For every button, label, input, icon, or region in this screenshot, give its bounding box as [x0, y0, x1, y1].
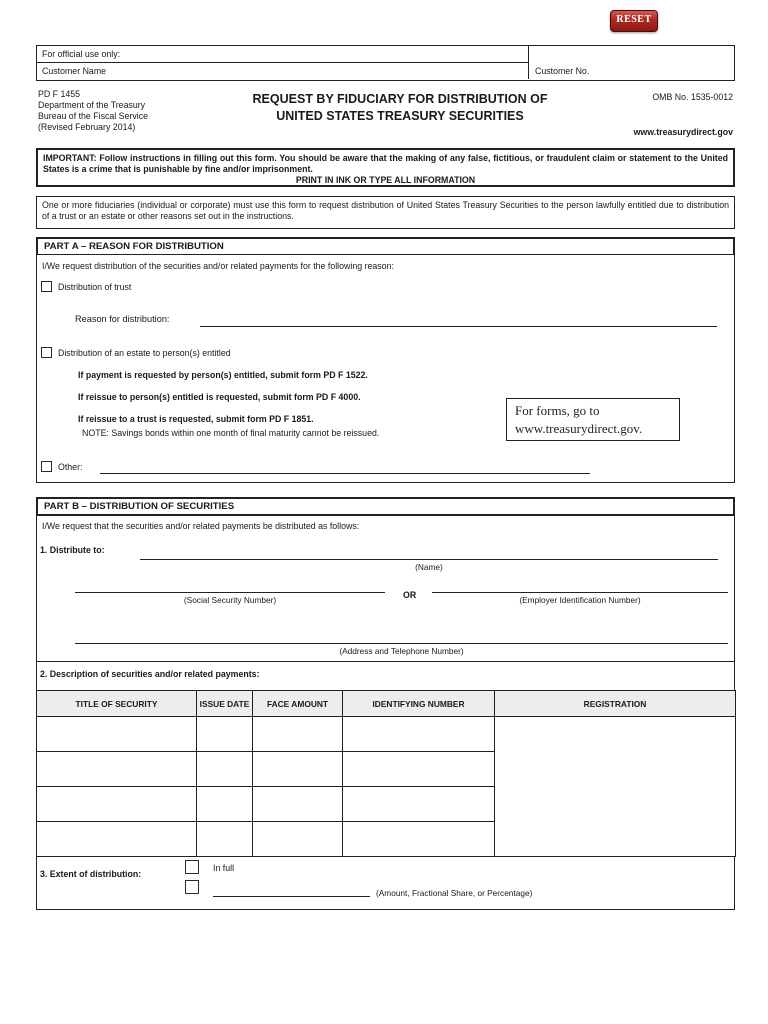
- forms-info-box: [506, 398, 680, 441]
- form-title: [190, 91, 610, 125]
- face-amount-cell-4[interactable]: [253, 822, 343, 857]
- department-line: Department of the Treasury: [38, 100, 146, 110]
- face-amount-cell-1[interactable]: [253, 717, 343, 752]
- issue-date-cell-1[interactable]: [197, 717, 253, 752]
- distribution-of-trust-checkbox[interactable]: [41, 281, 52, 292]
- description-of-securities-label: 2. Description of securities and/or related payments:: [40, 669, 260, 679]
- in-full-label: In full: [213, 863, 235, 873]
- other-label: Other:: [58, 462, 83, 472]
- col-identifying-number: IDENTIFYING NUMBER: [343, 691, 495, 717]
- title-cell-1[interactable]: [37, 717, 197, 752]
- bureau-line: Bureau of the Fiscal Service: [38, 111, 149, 121]
- reason-for-distribution-label: Reason for distribution:: [75, 314, 170, 324]
- identifying-number-cell-1[interactable]: [343, 717, 495, 752]
- name-field[interactable]: [140, 559, 718, 560]
- distribute-to-label: 1. Distribute to:: [40, 545, 105, 555]
- part-b-title: PART B – DISTRIBUTION OF SECURITIES: [44, 501, 235, 512]
- ssn-caption: (Social Security Number): [183, 595, 277, 605]
- form-number: PD F 1455: [38, 89, 81, 99]
- col-registration: REGISTRATION: [495, 691, 736, 717]
- securities-table: [36, 690, 736, 857]
- col-face-amount: FACE AMOUNT: [253, 691, 343, 717]
- distribution-of-estate-label: Distribution of an estate to person(s) entitled: [58, 348, 231, 358]
- table-row: [37, 717, 736, 752]
- part-b-header: [36, 497, 735, 516]
- securities-table-header-row: [37, 691, 736, 717]
- ssn-field[interactable]: [75, 592, 385, 593]
- partial-amount-caption: (Amount, Fractional Share, or Percentage): [376, 888, 533, 898]
- reason-for-distribution-field[interactable]: [200, 326, 717, 327]
- partial-amount-field[interactable]: [213, 896, 370, 897]
- important-box: [36, 148, 735, 187]
- ein-field[interactable]: [432, 592, 728, 593]
- intro-box: [36, 196, 735, 229]
- official-use-label: For official use only:: [42, 49, 121, 59]
- title-cell-4[interactable]: [37, 822, 197, 857]
- form-title-line1: REQUEST BY FIDUCIARY FOR DISTRIBUTION OF: [252, 92, 548, 106]
- forms-info-line2: www.treasurydirect.gov.: [515, 421, 643, 436]
- issue-date-cell-2[interactable]: [197, 752, 253, 787]
- revision-line: (Revised February 2014): [38, 122, 136, 132]
- omb-number: OMB No. 1535-0012: [652, 92, 733, 102]
- registration-cell[interactable]: [495, 717, 736, 857]
- customer-no-label: Customer No.: [535, 66, 590, 76]
- customer-name-label: Customer Name: [42, 66, 107, 76]
- official-use-box: [36, 45, 735, 81]
- or-label: OR: [403, 590, 417, 600]
- savings-bonds-note: NOTE: Savings bonds within one month of final maturity cannot be reissued.: [82, 428, 380, 438]
- partial-amount-checkbox[interactable]: [185, 880, 199, 894]
- intro-text: One or more fiduciaries (individual or corporate) must use this form to request distribution of United States Treasury Securities to the person lawfully entitled due to distribution of a trust or an estate or other reasons set out in the instructions.: [42, 200, 729, 221]
- print-in-ink-note: PRINT IN INK OR TYPE ALL INFORMATION: [295, 175, 476, 185]
- in-full-checkbox[interactable]: [185, 860, 199, 874]
- other-checkbox[interactable]: [41, 461, 52, 472]
- estate-instruction-2: If reissue to person(s) entitled is requested, submit form PD F 4000.: [78, 392, 361, 402]
- estate-instruction-3: If reissue to a trust is requested, submit form PD F 1851.: [78, 414, 314, 424]
- col-issue-date: ISSUE DATE: [197, 691, 253, 717]
- ein-caption: (Employer Identification Number): [519, 595, 641, 605]
- issue-date-cell-3[interactable]: [197, 787, 253, 822]
- part-b-intro: I/We request that the securities and/or related payments be distributed as follows:: [42, 521, 360, 531]
- face-amount-cell-3[interactable]: [253, 787, 343, 822]
- face-amount-cell-2[interactable]: [253, 752, 343, 787]
- identifying-number-cell-4[interactable]: [343, 822, 495, 857]
- distribution-of-estate-checkbox[interactable]: [41, 347, 52, 358]
- name-caption: (Name): [415, 562, 443, 572]
- address-field[interactable]: [75, 643, 728, 644]
- extent-of-distribution-label: 3. Extent of distribution:: [40, 869, 142, 879]
- title-cell-2[interactable]: [37, 752, 197, 787]
- address-caption: (Address and Telephone Number): [339, 646, 464, 656]
- estate-instruction-1: If payment is requested by person(s) entitled, submit form PD F 1522.: [78, 370, 368, 380]
- title-cell-3[interactable]: [37, 787, 197, 822]
- forms-info-line1: For forms, go to: [515, 403, 600, 418]
- other-field[interactable]: [100, 473, 590, 474]
- official-use-divider: [528, 46, 529, 79]
- important-label: IMPORTANT:: [43, 153, 97, 163]
- distribution-of-trust-label: Distribution of trust: [58, 282, 132, 292]
- col-title-of-security: TITLE OF SECURITY: [37, 691, 197, 717]
- important-text: [43, 153, 728, 175]
- issue-date-cell-4[interactable]: [197, 822, 253, 857]
- part-a-title: PART A – REASON FOR DISTRIBUTION: [44, 241, 224, 252]
- form-title-line2: UNITED STATES TREASURY SECURITIES: [276, 109, 524, 123]
- part-a-body: [36, 255, 735, 483]
- section-divider: [36, 661, 735, 662]
- part-a-intro: I/We request distribution of the securities and/or related payments for the following reason:: [42, 261, 394, 271]
- official-use-row-divider: [37, 62, 528, 63]
- part-a-header: [36, 237, 735, 256]
- important-body: Follow instructions in filling out this form. You should be aware that the making of any false, fictitious, or fraudulent claim or statement to the United States is a crime that is punishable by fine and/or imprisonment.: [43, 153, 728, 174]
- website-link[interactable]: www.treasurydirect.gov: [633, 127, 733, 137]
- reset-button[interactable]: RESET: [610, 10, 658, 32]
- identifying-number-cell-2[interactable]: [343, 752, 495, 787]
- identifying-number-cell-3[interactable]: [343, 787, 495, 822]
